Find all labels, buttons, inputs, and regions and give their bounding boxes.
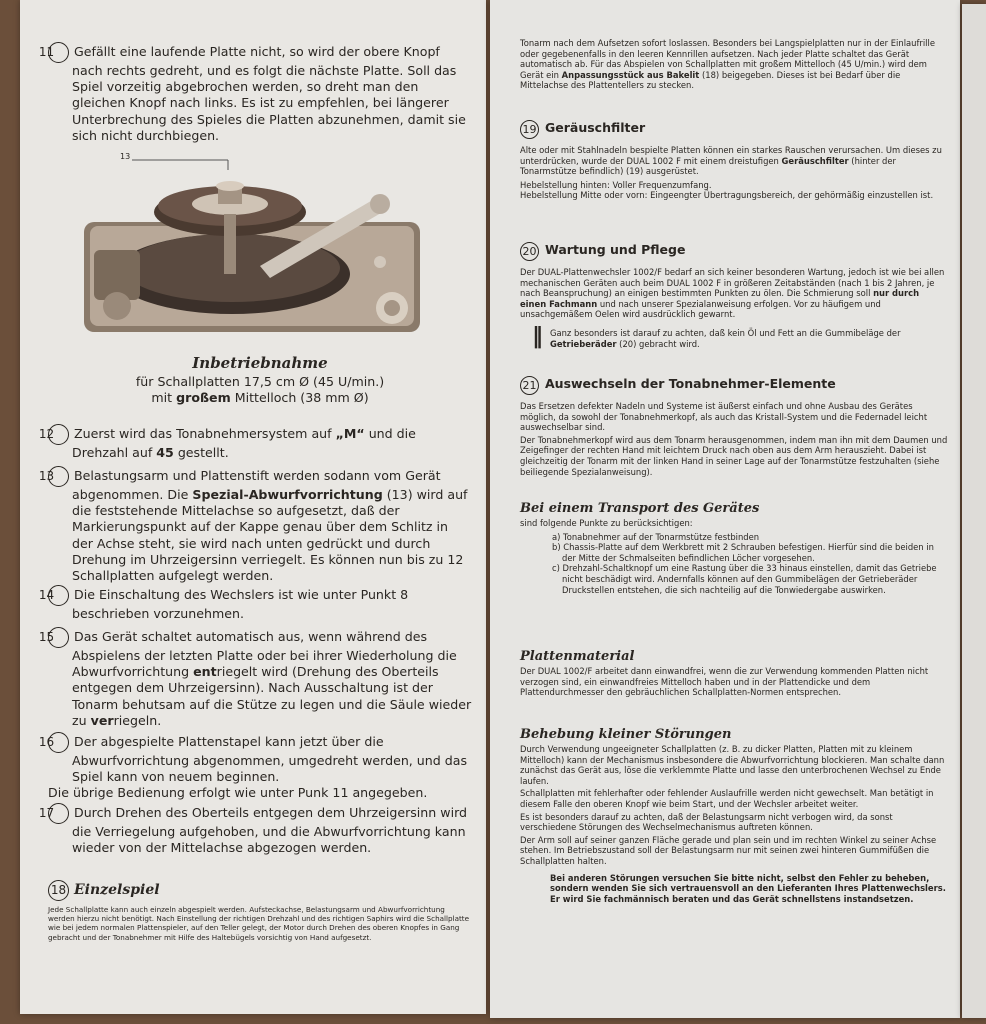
right-page xyxy=(490,0,960,1018)
section-title: Inbetriebnahme xyxy=(192,354,328,372)
text: Es ist besonders darauf zu achten, daß der Belastungsarm nicht verbogen wird, da sonst verschiedene Störungen des Wechselmechanismus auftreten können. xyxy=(520,811,893,833)
text: Tonarm nach dem Aufsetzen sofort loslassen. Besonders bei Langspielplatten nur in der Einlaufrille oder gegebenenfalls in den leeren Kennrillen aufsetzen. Nach jeder Platte schaltet das Gerät automatisch ab. Für das Abspielen von Schallplatten mit großem Mittelloch (45 U/min.) wird dem Gerät ein xyxy=(520,38,935,80)
turntable-illustration xyxy=(80,150,425,340)
emphasis: Anpassungsstück aus Bakelit xyxy=(561,69,700,80)
emphasis: großem xyxy=(176,390,231,406)
emphasis: ent xyxy=(193,664,217,680)
list-item: a) Tonabnehmer auf der Tonarmstütze festbinden xyxy=(552,531,760,542)
item-17 xyxy=(38,803,472,856)
text: Der DUAL 1002/F arbeitet dann einwandfrei, wenn die zur Verwendung kommenden Platten nicht verzogen sind, ein einwandfreies Mittelloch haben und in der Plattendicke und dem Plattendurchmesser den gebräuchlichen Schallplatten-Normen entsprechen. xyxy=(520,666,929,698)
turntable-figure xyxy=(80,150,425,340)
section-20 xyxy=(520,242,948,349)
section-title: Plattenmaterial xyxy=(520,649,635,664)
text: riegeln. xyxy=(113,712,162,728)
text: Hebelstellung hinten: Voller Frequenzumfang. xyxy=(520,179,712,190)
item-number: 18 xyxy=(48,880,69,901)
text: Durch Drehen des Oberteils entgegen dem Uhrzeigersinn wird die Verriegelung aufgehoben, und die Abwurfvorrichtung kann wieder von der Mittelachse abgezogen werden. xyxy=(72,805,468,856)
item-text: Gefällt eine laufende Platte nicht, so wird der obere Knopf nach rechts gedreht, und es folgt die nächste Platte. Soll das Spiel vorzeitig abgebrochen werden, so dreht man den gleichen Knopf nach links. Es ist zu empfehlen, bei längerer Unterbrechung des Spieles die Platten abzunehmen, damit sie sich nicht durchbiegen. xyxy=(72,44,466,143)
stoerungen-section xyxy=(520,726,948,904)
text: Das Gerät schaltet automatisch aus, wenn während des Abspielens der letzten Platte oder bei ihrer Wiederholung die Abwurfvorrichtung xyxy=(72,629,457,680)
item-16 xyxy=(38,732,472,802)
material-section xyxy=(520,648,948,698)
item-number: 14 xyxy=(48,585,69,606)
text: Belastungsarm und Plattenstift werden sodann vom Gerät abgenommen. Die xyxy=(72,468,441,502)
text: (18) beigegeben. Dieses ist bei Bedarf über die Mittelachse des Plattentellers zu stecken. xyxy=(520,69,901,91)
emphasis: Geräuschfilter xyxy=(781,155,849,166)
item-number: 20 xyxy=(520,242,539,261)
section-title: Geräuschfilter xyxy=(545,120,646,135)
section-title: Einzelspiel xyxy=(74,882,160,898)
list-item: c) Drehzahl-Schaltknopf um eine Rastung über die 33 hinaus einstellen, damit das Getriebe nicht beschädigt wird. Andernfalls können auf den Gummibelägen der Getrieberäder Druckstellen entstehen, die sich nachteilig auf die Tonwiedergabe auswirken. xyxy=(552,563,937,595)
text: Die Einschaltung des Wechslers ist wie unter Punkt 8 beschrieben vorzunehmen. xyxy=(72,587,409,621)
section-title: Auswechseln der Tonabnehmer-Elemente xyxy=(545,376,836,391)
text: Zuerst wird das Tonabnehmersystem auf xyxy=(74,426,336,441)
warning-note xyxy=(520,323,948,349)
item-number: 12 xyxy=(48,424,69,445)
text: und nach unserer Spezialanweisung erfolgen. Vor zu häufigem und unsachgemäßem Oelen wird ausdrücklich gewarnt. xyxy=(520,298,881,320)
text: Das Ersetzen defekter Nadeln und Systeme ist äußerst einfach und ohne Ausbau des Gerätes möglich, da sowohl der Tonabnehmerkopf, als auch das Kristall-System und die Federnadel leicht auswechselbar sind. xyxy=(520,401,928,433)
item-number: 16 xyxy=(48,732,69,753)
item-13 xyxy=(38,466,472,584)
left-page xyxy=(20,0,486,1014)
item-12 xyxy=(38,424,472,461)
text: Der Tonabnehmerkopf wird aus dem Tonarm herausgenommen, indem man ihn mit dem Daumen und Zeigefinger der rechten Hand mit leichtem Druck nach oben aus dem Arm herauszieht. Dabei ist gleichzeitig der Tonarm mit der linken Hand in seiner Lage auf der Tonarmstütze festzuhalten (siehe beiliegende Spezialanweisung). xyxy=(520,434,948,477)
text: und die Drehzahl auf xyxy=(72,426,416,460)
emphasis: 45 xyxy=(156,445,174,460)
section-title: Wartung und Pflege xyxy=(545,242,686,257)
text: riegelt wird (Drehung des Oberteils entgegen dem Uhrzeigersinn). Nach Ausschaltung ist der Tonarm behutsam auf die Stütze zu legen und die Säule wieder zu xyxy=(72,664,472,728)
text: Hebelstellung Mitte oder vorn: Eingeengter Übertragungsbereich, der gehörmäßig einzustellen ist. xyxy=(520,190,934,201)
text: Alte oder mit Stahlnadeln bespielte Platten können ein starkes Rauschen verursachen. Um dieses zu unterdrücken, wurde der DUAL 1002 F mit einem dreistufigen xyxy=(520,145,942,166)
text: mit xyxy=(151,390,177,406)
item-number: 17 xyxy=(48,803,69,824)
text: Durch Verwendung ungeeigneter Schallplatten (z. B. zu dicker Platten, Platten mit zu kleinem Mittelloch) kann der Mechanismus insbesondere die Abwurfvorrichtung blockieren. Man schalte dann zunächst das Gerät aus, löse die verklemmte Platte und lasse den unterbrochenen Wechsel zu Ende laufen. xyxy=(520,744,945,786)
list-item: b) Chassis-Platte auf dem Werkbrett mit 2 Schrauben befestigen. Hierfür sind die beiden in der Mitte der Schmalseiten befindlichen Löcher vorgesehen. xyxy=(552,542,934,563)
text: Jede Schallplatte kann auch einzeln abgespielt werden. Aufsteckachse, Belastungsarm und Abwurfvorrichtung werden hierzu nicht benötigt. Nach Einstellung der richtigen Drehzahl und des richtigen Saphirs wird die Schallplatte wie bei jedem normalen Plattenspieler, auf den Teller gelegt, der Motor durch Drehen des oberen Knopfes in Gang gebracht und der Tonabnehmer mit Hilfe des Haltebügels vorsichtig von Hand aufgesetzt. xyxy=(48,905,470,942)
item-number: 11 xyxy=(48,42,69,63)
text: (13) wird auf die feststehende Mittelachse so aufgesetzt, daß der Markierungspunkt auf der Kappe genau über dem Schlitz in der Achse steht, sie wird nach unten gedrückt und durch Drehung im Uhrzeigersinn verriegelt. Es können nun bis zu 12 Schallplatten aufgelegt werden. xyxy=(72,487,468,584)
item-11 xyxy=(38,42,472,144)
text: Der DUAL-Plattenwechsler 1002/F bedarf an sich keiner besonderen Wartung, jedoch ist wie bei allen mechanischen Geräten auch beim DUAL 1002 F in größeren Zeitabständen (nach 1 bis 2 Jahren, je nach Beanspruchung) an einigen bestimmten Punkten zu ölen. Die Schmierung soll xyxy=(520,267,945,299)
emphasis: nur durch einen Fachmann xyxy=(520,288,920,309)
next-page-edge xyxy=(962,4,986,1018)
transport-section xyxy=(520,500,948,595)
section-21 xyxy=(520,376,948,477)
item-number: 21 xyxy=(520,376,539,395)
text: gestellt. xyxy=(173,445,229,460)
double-bar-icon: ‖ xyxy=(532,323,543,349)
emphasis: ver xyxy=(90,712,114,728)
intro-paragraph xyxy=(520,38,948,91)
emphasis: Spezial-Abwurfvorrichtung xyxy=(192,487,383,502)
emphasis: „M“ xyxy=(335,426,365,441)
item-number: 13 xyxy=(48,466,69,487)
item-15 xyxy=(38,627,472,729)
emphasis: Getrieberäder xyxy=(550,338,617,349)
section-19 xyxy=(520,120,948,201)
text: sind folgende Punkte zu berücksichtigen: xyxy=(520,518,693,528)
text: Der Arm soll auf seiner ganzen Fläche gerade und plan sein und im rechten Winkel zu seiner Achse stehen. Im Betriebszustand soll der Belastungsarm nur mit seinen zwei hinteren Gummifüßen die Schallplatten halten. xyxy=(520,834,937,866)
text: (hinter der Tonarmstütze befindlich) (19) ausgerüstet. xyxy=(520,155,896,177)
section-title: Behebung kleiner Störungen xyxy=(520,727,732,742)
item-number: 19 xyxy=(520,120,539,139)
center-hole-line xyxy=(48,390,472,406)
text: Schallplatten mit fehlerhafter oder fehlender Auslaufrille werden nicht gewechselt. Man betätigt in diesem Falle den oberen Knopf wie beim Start, und der Wechsler arbeitet weiter. xyxy=(520,788,934,809)
text: Ganz besonders ist darauf zu achten, daß kein Öl und Fett an die Gummibeläge der xyxy=(550,327,901,338)
item-18 xyxy=(48,880,472,942)
inbetriebnahme-section xyxy=(48,352,472,406)
section-title: Bei einem Transport des Gerätes xyxy=(520,501,760,516)
text: Die übrige Bedienung erfolgt wie unter Punk 11 angegeben. xyxy=(48,785,428,801)
record-size-line: für Schallplatten 17,5 cm Ø (45 U/min.) xyxy=(135,374,385,389)
item-14 xyxy=(38,585,472,622)
item-number: 15 xyxy=(48,627,69,648)
text: Mittelloch (38 mm Ø) xyxy=(230,390,369,406)
figure-callout: 13 xyxy=(120,152,131,161)
text: (20) gebracht wird. xyxy=(616,338,700,349)
closing-note: Bei anderen Störungen versuchen Sie bitte nicht, selbst den Fehler zu beheben, sondern wenden Sie sich vertrauensvoll an den Lieferanten Ihres Plattenwechslers. Er wird Sie fachmännisch beraten und das Gerät schnellstens instandsetzen. xyxy=(550,872,946,904)
text: Der abgespielte Plattenstapel kann jetzt über die Abwurfvorrichtung abgenommen, umgedreht werden, und das Spiel kann von neuem beginnen. xyxy=(72,734,468,785)
